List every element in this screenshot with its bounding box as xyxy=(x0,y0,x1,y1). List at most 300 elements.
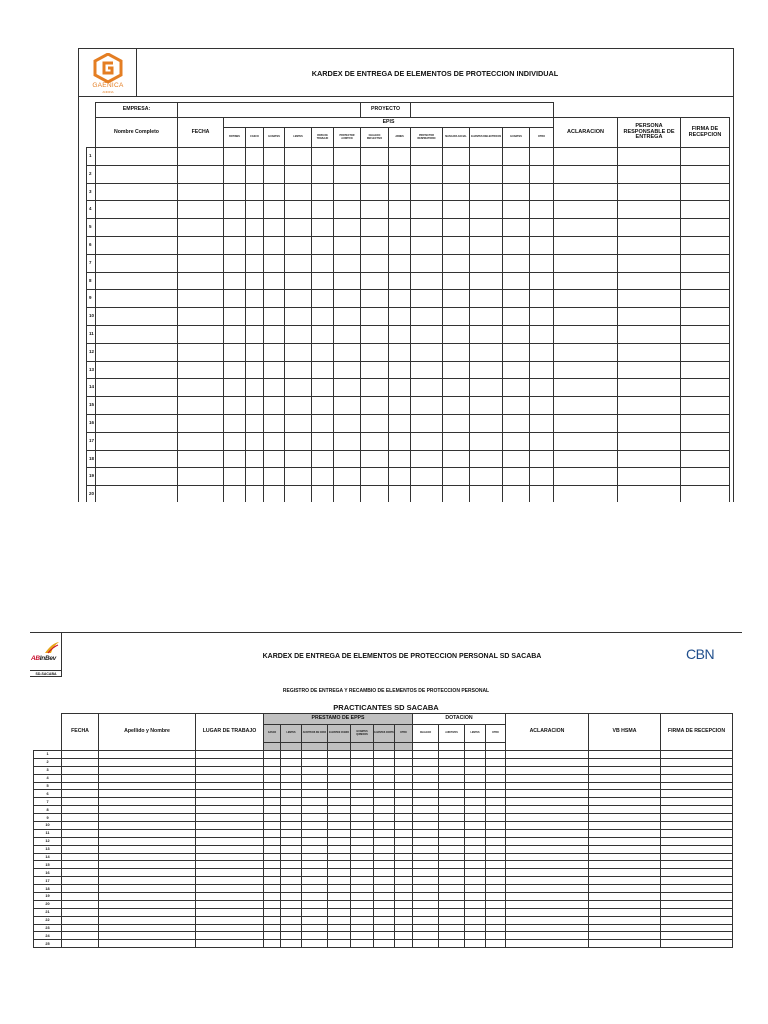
table-cell[interactable] xyxy=(681,290,730,308)
table-cell[interactable] xyxy=(196,940,264,948)
table-cell[interactable] xyxy=(224,468,246,486)
table-cell[interactable] xyxy=(589,798,661,806)
table-cell[interactable] xyxy=(264,845,281,853)
table-cell[interactable] xyxy=(178,343,224,361)
table-cell[interactable] xyxy=(530,450,554,468)
table-cell[interactable] xyxy=(196,782,264,790)
table-cell[interactable] xyxy=(302,853,328,861)
table-cell[interactable] xyxy=(681,361,730,379)
table-cell[interactable] xyxy=(361,219,389,237)
table-cell[interactable] xyxy=(589,758,661,766)
table-cell[interactable] xyxy=(246,486,264,502)
table-cell[interactable] xyxy=(196,885,264,893)
table-cell[interactable] xyxy=(465,877,486,885)
table-cell[interactable] xyxy=(465,893,486,901)
table-cell[interactable] xyxy=(506,908,589,916)
table-cell[interactable] xyxy=(99,877,196,885)
table-cell[interactable] xyxy=(506,774,589,782)
table-cell[interactable] xyxy=(264,885,281,893)
table-cell[interactable] xyxy=(328,853,351,861)
table-cell[interactable] xyxy=(264,940,281,948)
table-cell[interactable] xyxy=(99,822,196,830)
table-cell[interactable] xyxy=(443,486,470,502)
table-cell[interactable] xyxy=(374,822,395,830)
table-cell[interactable] xyxy=(661,845,733,853)
table-cell[interactable] xyxy=(443,361,470,379)
table-cell[interactable] xyxy=(486,877,506,885)
table-cell[interactable] xyxy=(506,829,589,837)
table-cell[interactable] xyxy=(281,845,302,853)
table-cell[interactable] xyxy=(99,853,196,861)
table-cell[interactable] xyxy=(374,790,395,798)
table-cell[interactable] xyxy=(264,829,281,837)
table-cell[interactable] xyxy=(285,468,312,486)
table-cell[interactable] xyxy=(246,183,264,201)
table-cell[interactable] xyxy=(224,343,246,361)
table-cell[interactable] xyxy=(661,798,733,806)
table-cell[interactable] xyxy=(389,379,411,397)
table-cell[interactable] xyxy=(395,877,413,885)
table-cell[interactable] xyxy=(411,468,443,486)
table-cell[interactable] xyxy=(246,308,264,326)
table-cell[interactable] xyxy=(285,236,312,254)
table-cell[interactable] xyxy=(506,861,589,869)
table-cell[interactable] xyxy=(411,379,443,397)
table-cell[interactable] xyxy=(411,254,443,272)
table-cell[interactable] xyxy=(328,751,351,759)
table-cell[interactable] xyxy=(351,885,374,893)
table-cell[interactable] xyxy=(554,414,618,432)
table-cell[interactable] xyxy=(443,397,470,415)
table-cell[interactable] xyxy=(554,486,618,502)
table-cell[interactable] xyxy=(334,254,361,272)
table-cell[interactable] xyxy=(312,308,334,326)
table-cell[interactable] xyxy=(589,806,661,814)
table-cell[interactable] xyxy=(486,751,506,759)
table-cell[interactable] xyxy=(285,486,312,502)
table-cell[interactable] xyxy=(486,798,506,806)
table-cell[interactable] xyxy=(439,845,465,853)
table-cell[interactable] xyxy=(465,845,486,853)
table-cell[interactable] xyxy=(96,379,178,397)
table-cell[interactable] xyxy=(264,254,285,272)
table-cell[interactable] xyxy=(530,254,554,272)
table-cell[interactable] xyxy=(413,853,439,861)
table-cell[interactable] xyxy=(178,201,224,219)
table-cell[interactable] xyxy=(554,254,618,272)
table-cell[interactable] xyxy=(589,877,661,885)
table-cell[interactable] xyxy=(178,432,224,450)
table-cell[interactable] xyxy=(285,183,312,201)
table-cell[interactable] xyxy=(506,822,589,830)
table-cell[interactable] xyxy=(285,379,312,397)
table-cell[interactable] xyxy=(264,908,281,916)
table-cell[interactable] xyxy=(395,885,413,893)
table-cell[interactable] xyxy=(351,774,374,782)
table-cell[interactable] xyxy=(506,940,589,948)
table-cell[interactable] xyxy=(661,885,733,893)
table-cell[interactable] xyxy=(506,837,589,845)
table-cell[interactable] xyxy=(281,900,302,908)
table-cell[interactable] xyxy=(196,766,264,774)
table-cell[interactable] xyxy=(62,790,99,798)
table-cell[interactable] xyxy=(224,308,246,326)
table-cell[interactable] xyxy=(178,486,224,502)
table-cell[interactable] xyxy=(439,877,465,885)
table-cell[interactable] xyxy=(413,845,439,853)
table-cell[interactable] xyxy=(389,361,411,379)
table-cell[interactable] xyxy=(374,845,395,853)
table-cell[interactable] xyxy=(681,219,730,237)
table-cell[interactable] xyxy=(302,908,328,916)
table-cell[interactable] xyxy=(196,751,264,759)
table-cell[interactable] xyxy=(224,486,246,502)
table-cell[interactable] xyxy=(96,343,178,361)
table-cell[interactable] xyxy=(681,486,730,502)
table-cell[interactable] xyxy=(465,806,486,814)
table-cell[interactable] xyxy=(411,236,443,254)
table-cell[interactable] xyxy=(443,148,470,166)
table-cell[interactable] xyxy=(328,924,351,932)
table-cell[interactable] xyxy=(361,272,389,290)
table-cell[interactable] xyxy=(554,148,618,166)
table-cell[interactable] xyxy=(395,861,413,869)
table-cell[interactable] xyxy=(264,932,281,940)
table-cell[interactable] xyxy=(96,165,178,183)
table-cell[interactable] xyxy=(661,751,733,759)
table-cell[interactable] xyxy=(470,308,503,326)
table-cell[interactable] xyxy=(411,165,443,183)
table-cell[interactable] xyxy=(443,219,470,237)
table-cell[interactable] xyxy=(62,853,99,861)
table-cell[interactable] xyxy=(530,148,554,166)
table-cell[interactable] xyxy=(389,414,411,432)
table-cell[interactable] xyxy=(661,853,733,861)
table-cell[interactable] xyxy=(618,254,681,272)
table-cell[interactable] xyxy=(281,751,302,759)
table-cell[interactable] xyxy=(486,900,506,908)
table-cell[interactable] xyxy=(465,932,486,940)
table-cell[interactable] xyxy=(281,806,302,814)
table-cell[interactable] xyxy=(312,414,334,432)
table-cell[interactable] xyxy=(395,924,413,932)
table-cell[interactable] xyxy=(224,325,246,343)
table-cell[interactable] xyxy=(351,908,374,916)
table-cell[interactable] xyxy=(618,432,681,450)
table-cell[interactable] xyxy=(486,861,506,869)
table-cell[interactable] xyxy=(503,450,530,468)
table-cell[interactable] xyxy=(361,201,389,219)
table-cell[interactable] xyxy=(264,924,281,932)
table-cell[interactable] xyxy=(281,916,302,924)
table-cell[interactable] xyxy=(681,343,730,361)
table-cell[interactable] xyxy=(465,758,486,766)
table-cell[interactable] xyxy=(62,845,99,853)
table-cell[interactable] xyxy=(374,877,395,885)
table-cell[interactable] xyxy=(334,397,361,415)
table-cell[interactable] xyxy=(470,183,503,201)
table-cell[interactable] xyxy=(285,308,312,326)
table-cell[interactable] xyxy=(389,254,411,272)
table-cell[interactable] xyxy=(661,924,733,932)
table-cell[interactable] xyxy=(443,414,470,432)
table-cell[interactable] xyxy=(395,853,413,861)
table-cell[interactable] xyxy=(99,861,196,869)
table-cell[interactable] xyxy=(351,845,374,853)
table-cell[interactable] xyxy=(661,774,733,782)
table-cell[interactable] xyxy=(413,837,439,845)
table-cell[interactable] xyxy=(486,853,506,861)
table-cell[interactable] xyxy=(681,254,730,272)
table-cell[interactable] xyxy=(443,201,470,219)
table-cell[interactable] xyxy=(465,916,486,924)
table-cell[interactable] xyxy=(196,924,264,932)
table-cell[interactable] xyxy=(530,201,554,219)
table-cell[interactable] xyxy=(361,486,389,502)
table-cell[interactable] xyxy=(506,790,589,798)
table-cell[interactable] xyxy=(351,758,374,766)
table-cell[interactable] xyxy=(264,774,281,782)
table-cell[interactable] xyxy=(439,893,465,901)
table-cell[interactable] xyxy=(506,932,589,940)
table-cell[interactable] xyxy=(413,861,439,869)
table-cell[interactable] xyxy=(470,254,503,272)
table-cell[interactable] xyxy=(281,798,302,806)
table-cell[interactable] xyxy=(351,861,374,869)
table-cell[interactable] xyxy=(178,148,224,166)
table-cell[interactable] xyxy=(439,751,465,759)
table-cell[interactable] xyxy=(62,893,99,901)
table-cell[interactable] xyxy=(285,414,312,432)
table-cell[interactable] xyxy=(196,893,264,901)
table-cell[interactable] xyxy=(264,379,285,397)
table-cell[interactable] xyxy=(62,885,99,893)
table-cell[interactable] xyxy=(328,806,351,814)
table-cell[interactable] xyxy=(395,908,413,916)
table-cell[interactable] xyxy=(374,766,395,774)
table-cell[interactable] xyxy=(470,397,503,415)
table-cell[interactable] xyxy=(328,822,351,830)
table-cell[interactable] xyxy=(411,308,443,326)
table-cell[interactable] xyxy=(178,379,224,397)
table-cell[interactable] xyxy=(589,774,661,782)
table-cell[interactable] xyxy=(395,751,413,759)
table-cell[interactable] xyxy=(196,790,264,798)
table-cell[interactable] xyxy=(246,165,264,183)
table-cell[interactable] xyxy=(62,877,99,885)
table-cell[interactable] xyxy=(465,908,486,916)
table-cell[interactable] xyxy=(328,916,351,924)
table-cell[interactable] xyxy=(312,290,334,308)
table-cell[interactable] xyxy=(506,869,589,877)
table-cell[interactable] xyxy=(681,308,730,326)
table-cell[interactable] xyxy=(486,845,506,853)
table-cell[interactable] xyxy=(196,869,264,877)
table-cell[interactable] xyxy=(661,822,733,830)
table-cell[interactable] xyxy=(312,450,334,468)
table-cell[interactable] xyxy=(443,432,470,450)
table-cell[interactable] xyxy=(503,148,530,166)
table-cell[interactable] xyxy=(395,806,413,814)
table-cell[interactable] xyxy=(530,486,554,502)
table-cell[interactable] xyxy=(661,900,733,908)
table-cell[interactable] xyxy=(178,219,224,237)
table-cell[interactable] xyxy=(302,814,328,822)
table-cell[interactable] xyxy=(443,343,470,361)
table-cell[interactable] xyxy=(62,806,99,814)
table-cell[interactable] xyxy=(589,814,661,822)
table-cell[interactable] xyxy=(62,814,99,822)
table-cell[interactable] xyxy=(196,774,264,782)
table-cell[interactable] xyxy=(361,450,389,468)
table-cell[interactable] xyxy=(312,165,334,183)
table-cell[interactable] xyxy=(196,837,264,845)
table-cell[interactable] xyxy=(62,900,99,908)
table-cell[interactable] xyxy=(411,414,443,432)
table-cell[interactable] xyxy=(334,201,361,219)
table-cell[interactable] xyxy=(506,782,589,790)
table-cell[interactable] xyxy=(224,165,246,183)
table-cell[interactable] xyxy=(264,343,285,361)
table-cell[interactable] xyxy=(302,798,328,806)
table-cell[interactable] xyxy=(395,766,413,774)
table-cell[interactable] xyxy=(554,379,618,397)
table-cell[interactable] xyxy=(470,165,503,183)
table-cell[interactable] xyxy=(281,869,302,877)
table-cell[interactable] xyxy=(99,766,196,774)
table-cell[interactable] xyxy=(264,397,285,415)
table-cell[interactable] xyxy=(62,751,99,759)
proyecto-input[interactable] xyxy=(411,103,554,118)
table-cell[interactable] xyxy=(443,290,470,308)
table-cell[interactable] xyxy=(328,758,351,766)
table-cell[interactable] xyxy=(681,201,730,219)
table-cell[interactable] xyxy=(439,916,465,924)
table-cell[interactable] xyxy=(661,908,733,916)
table-cell[interactable] xyxy=(618,308,681,326)
table-cell[interactable] xyxy=(99,806,196,814)
table-cell[interactable] xyxy=(389,290,411,308)
table-cell[interactable] xyxy=(589,916,661,924)
table-cell[interactable] xyxy=(328,869,351,877)
table-cell[interactable] xyxy=(246,343,264,361)
table-cell[interactable] xyxy=(618,379,681,397)
table-cell[interactable] xyxy=(589,845,661,853)
table-cell[interactable] xyxy=(246,468,264,486)
table-cell[interactable] xyxy=(554,361,618,379)
table-cell[interactable] xyxy=(196,861,264,869)
table-cell[interactable] xyxy=(334,432,361,450)
table-cell[interactable] xyxy=(62,869,99,877)
table-cell[interactable] xyxy=(465,853,486,861)
table-cell[interactable] xyxy=(486,893,506,901)
table-cell[interactable] xyxy=(285,325,312,343)
table-cell[interactable] xyxy=(374,798,395,806)
table-cell[interactable] xyxy=(554,236,618,254)
table-cell[interactable] xyxy=(465,829,486,837)
table-cell[interactable] xyxy=(302,893,328,901)
table-cell[interactable] xyxy=(99,885,196,893)
table-cell[interactable] xyxy=(589,861,661,869)
table-cell[interactable] xyxy=(328,885,351,893)
table-cell[interactable] xyxy=(178,361,224,379)
table-cell[interactable] xyxy=(554,272,618,290)
table-cell[interactable] xyxy=(465,790,486,798)
table-cell[interactable] xyxy=(62,829,99,837)
table-cell[interactable] xyxy=(62,940,99,948)
table-cell[interactable] xyxy=(281,790,302,798)
table-cell[interactable] xyxy=(302,932,328,940)
table-cell[interactable] xyxy=(443,236,470,254)
table-cell[interactable] xyxy=(554,308,618,326)
table-cell[interactable] xyxy=(99,893,196,901)
table-cell[interactable] xyxy=(530,361,554,379)
table-cell[interactable] xyxy=(312,379,334,397)
table-cell[interactable] xyxy=(618,486,681,502)
table-cell[interactable] xyxy=(224,379,246,397)
table-cell[interactable] xyxy=(411,343,443,361)
table-cell[interactable] xyxy=(443,308,470,326)
table-cell[interactable] xyxy=(224,450,246,468)
table-cell[interactable] xyxy=(503,290,530,308)
table-cell[interactable] xyxy=(264,219,285,237)
table-cell[interactable] xyxy=(99,916,196,924)
table-cell[interactable] xyxy=(439,798,465,806)
table-cell[interactable] xyxy=(196,845,264,853)
table-cell[interactable] xyxy=(470,325,503,343)
table-cell[interactable] xyxy=(503,379,530,397)
table-cell[interactable] xyxy=(389,432,411,450)
table-cell[interactable] xyxy=(281,885,302,893)
table-cell[interactable] xyxy=(618,165,681,183)
table-cell[interactable] xyxy=(530,379,554,397)
table-cell[interactable] xyxy=(681,379,730,397)
table-cell[interactable] xyxy=(661,782,733,790)
table-cell[interactable] xyxy=(312,486,334,502)
table-cell[interactable] xyxy=(312,325,334,343)
table-cell[interactable] xyxy=(285,254,312,272)
table-cell[interactable] xyxy=(351,837,374,845)
table-cell[interactable] xyxy=(246,397,264,415)
table-cell[interactable] xyxy=(281,822,302,830)
table-cell[interactable] xyxy=(389,201,411,219)
table-cell[interactable] xyxy=(389,236,411,254)
table-cell[interactable] xyxy=(264,798,281,806)
table-cell[interactable] xyxy=(530,290,554,308)
table-cell[interactable] xyxy=(389,219,411,237)
table-cell[interactable] xyxy=(439,782,465,790)
table-cell[interactable] xyxy=(96,414,178,432)
table-cell[interactable] xyxy=(96,201,178,219)
table-cell[interactable] xyxy=(264,861,281,869)
table-cell[interactable] xyxy=(264,900,281,908)
table-cell[interactable] xyxy=(264,308,285,326)
table-cell[interactable] xyxy=(178,183,224,201)
table-cell[interactable] xyxy=(618,201,681,219)
table-cell[interactable] xyxy=(62,924,99,932)
table-cell[interactable] xyxy=(312,343,334,361)
table-cell[interactable] xyxy=(96,361,178,379)
table-cell[interactable] xyxy=(470,201,503,219)
table-cell[interactable] xyxy=(334,343,361,361)
table-cell[interactable] xyxy=(264,790,281,798)
table-cell[interactable] xyxy=(361,183,389,201)
table-cell[interactable] xyxy=(618,414,681,432)
table-cell[interactable] xyxy=(328,814,351,822)
table-cell[interactable] xyxy=(439,940,465,948)
table-cell[interactable] xyxy=(312,272,334,290)
table-cell[interactable] xyxy=(196,822,264,830)
